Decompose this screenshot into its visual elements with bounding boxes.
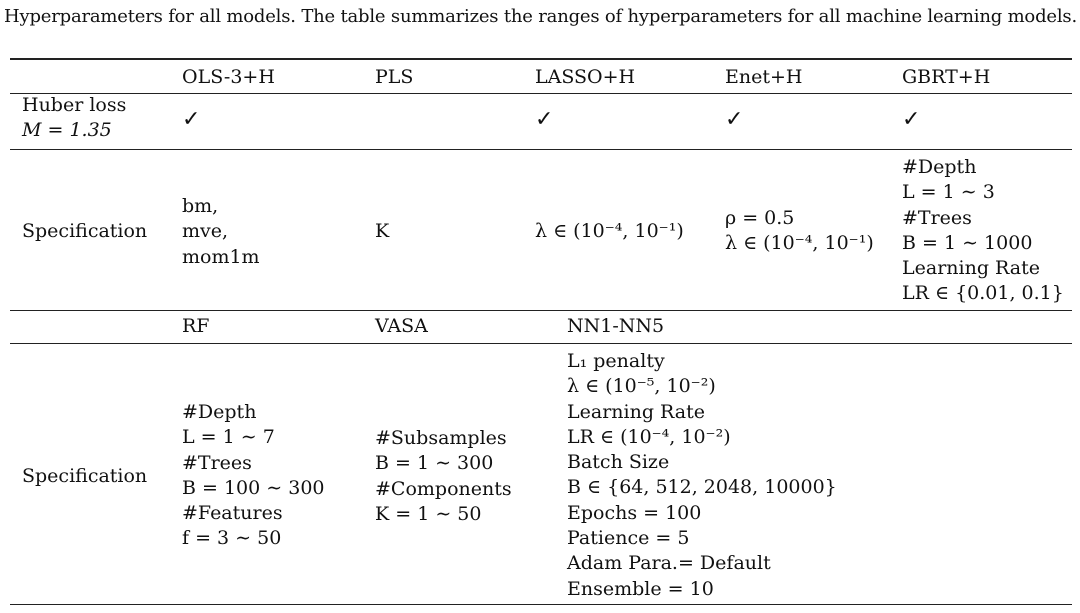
nn-spec-line: B ∈ {64, 512, 2048, 10000} <box>567 476 837 499</box>
header-gbrt: GBRT+H <box>902 66 991 88</box>
nn-spec-line: Batch Size <box>567 451 670 474</box>
section-rule <box>10 310 1072 311</box>
header-lasso: LASSO+H <box>535 66 636 88</box>
gbrt-spec-line: #Trees <box>902 206 972 229</box>
nn-spec-line: Learning Rate <box>567 400 705 423</box>
vasa-spec-line: B = 1 ∼ 300 <box>375 452 494 475</box>
nn-spec-line: λ ∈ (10⁻⁵, 10⁻²) <box>567 375 716 398</box>
header-rf: RF <box>182 315 210 337</box>
nn-spec-line: Ensemble = 10 <box>567 577 714 600</box>
gbrt-spec-line: Learning Rate <box>902 257 1040 280</box>
nn-spec-line: Patience = 5 <box>567 527 690 550</box>
top-rule <box>10 58 1072 60</box>
gbrt-spec <box>902 155 1064 307</box>
spec-label-2: Specification <box>22 465 148 487</box>
gbrt-spec-line: #Depth <box>902 156 977 178</box>
spec-label-1: Specification <box>22 220 148 242</box>
ols-spec <box>182 194 260 270</box>
rf-spec-line: #Trees <box>182 451 252 474</box>
rf-spec-line: B = 100 ∼ 300 <box>182 476 325 499</box>
lasso-spec: λ ∈ (10⁻⁴, 10⁻¹) <box>535 220 684 242</box>
check-enet: ✓ <box>725 107 744 132</box>
vasa-spec-line: #Components <box>375 477 512 500</box>
header-rule-2 <box>10 343 1072 344</box>
header-vasa: VASA <box>375 315 428 337</box>
gbrt-spec-line: B = 1 ∼ 1000 <box>902 231 1033 254</box>
gbrt-spec-line: L = 1 ∼ 3 <box>902 181 995 204</box>
row-rule-1 <box>10 149 1072 150</box>
nn-spec-line: Epochs = 100 <box>567 501 702 524</box>
vasa-spec-line: K = 1 ∼ 50 <box>375 502 482 525</box>
check-gbrt: ✓ <box>902 107 921 132</box>
rf-spec-line: #Depth <box>182 401 257 423</box>
header-pls: PLS <box>375 66 414 88</box>
table-caption: Hyperparameters for all models. The table summarizes the ranges of hyperparameters for all machine learning models. <box>4 6 1077 27</box>
header-rule-1 <box>10 93 1072 94</box>
nn-spec-line: L₁ penalty <box>567 350 665 372</box>
check-lasso: ✓ <box>535 107 554 132</box>
huber-label: Huber loss <box>22 94 127 116</box>
header-ols: OLS-3+H <box>182 66 275 88</box>
nn-spec-line: LR ∈ (10⁻⁴, 10⁻²) <box>567 425 731 448</box>
rf-spec-line: L = 1 ∼ 7 <box>182 426 275 449</box>
ols-spec-line: bm, <box>182 195 219 217</box>
header-enet: Enet+H <box>725 66 803 88</box>
vasa-spec-line: #Subsamples <box>375 427 507 449</box>
rf-spec <box>182 400 325 552</box>
enet-spec-line: ρ = 0.5 <box>725 207 795 229</box>
huber-m-value: M = 1.35 <box>22 119 112 141</box>
vasa-spec <box>375 426 512 527</box>
rf-spec-line: #Features <box>182 502 283 525</box>
nn-spec <box>567 349 837 602</box>
pls-spec: K <box>375 220 390 242</box>
ols-spec-line: mve, <box>182 220 229 243</box>
enet-spec-line: λ ∈ (10⁻⁴, 10⁻¹) <box>725 232 874 255</box>
check-ols: ✓ <box>182 107 201 132</box>
nn-spec-line: Adam Para.= Default <box>567 552 771 575</box>
ols-spec-line: mom1m <box>182 245 260 268</box>
enet-spec <box>725 206 874 257</box>
bottom-rule <box>10 604 1072 605</box>
gbrt-spec-line: LR ∈ {0.01, 0.1} <box>902 282 1064 305</box>
header-nn: NN1-NN5 <box>567 315 665 337</box>
rf-spec-line: f = 3 ∼ 50 <box>182 527 282 550</box>
